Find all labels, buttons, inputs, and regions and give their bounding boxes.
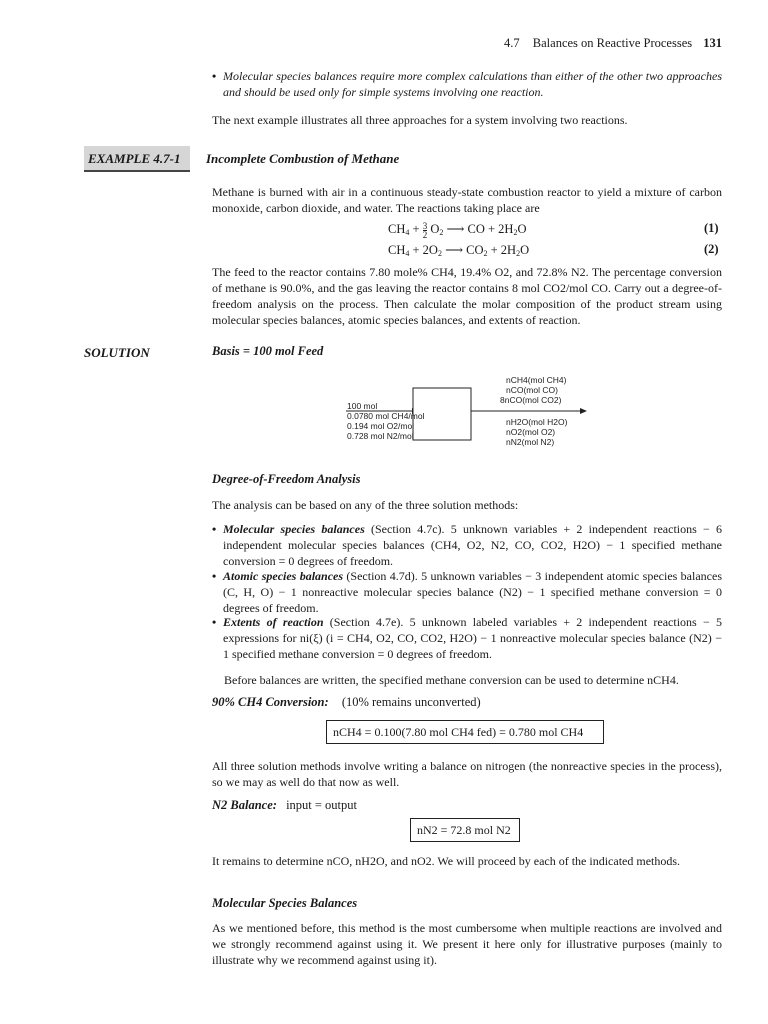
- bullet-dot-icon: •: [212, 615, 217, 629]
- molecular-paragraph: As we mentioned before, this method is the most cumbersome when multiple reactions are involved and we strongly recommend against using it. We present it here only for illustrative purposes (mainly to illustrate why we recommend against using it).: [212, 921, 722, 967]
- intro-next: The next example illustrates all three approaches for a system involving two reactions.: [212, 113, 628, 127]
- dof-item-molecular: [212, 521, 722, 569]
- example-statement: Methane is burned with air in a continuous steady-state combustion reactor to yield a mixture of carbon monoxide, carbon dioxide, and water. The reactions taking place are: [212, 185, 722, 215]
- boxed-n2-result: nN2 = 72.8 mol N2: [410, 818, 520, 842]
- intro-bullet-text: Molecular species balances require more complex calculations than either of the other two approaches and should be used only for simple systems involving one reaction.: [223, 69, 722, 99]
- bullet-dot-icon: •: [212, 569, 217, 583]
- product-line: nCH4(mol CH4): [506, 375, 567, 385]
- product-arrow-head: [580, 408, 587, 414]
- n2-balance-eq: input = output: [286, 798, 358, 812]
- dof-item-term: Molecular species balances: [223, 522, 365, 536]
- feed-paragraph: The feed to the reactor contains 7.80 mole% CH4, 19.4% O2, and 72.8% N2. The percentage conversion of methane is 90.0%, and the gas leaving the reactor contains 8 mol CO2/mol CO. Carry out a degree-of-freedom analysis on the process. Then calculate the molar composition of the product stream using molecular species balances, atomic species balances, and extents of reaction.: [212, 265, 722, 327]
- example-title: Incomplete Combustion of Methane: [206, 151, 400, 166]
- equation-1-number: (1): [704, 221, 719, 235]
- product-line: 8nCO(mol CO2): [500, 395, 562, 405]
- nitrogen-paragraph: All three solution methods involve writing a balance on nitrogen (the nonreactive species in the process), so we may as well do that now as well.: [212, 759, 722, 789]
- section-title: Balances on Reactive Processes: [532, 36, 693, 50]
- n2-balance-line: [212, 798, 357, 813]
- dof-before: Before balances are written, the specified methane conversion can be used to determine nCH4.: [224, 673, 679, 687]
- example-label: EXAMPLE 4.7-1: [84, 146, 190, 172]
- product-line: nCO(mol CO): [506, 385, 558, 395]
- product-labels-bottom: [506, 417, 567, 447]
- bullet-dot-icon: •: [212, 69, 217, 83]
- dof-item-text: [223, 521, 722, 569]
- feed-line: 0.194 mol O2/mol: [347, 421, 415, 431]
- product-line: nO2(mol O2): [506, 427, 556, 437]
- dof-item-text: [223, 568, 722, 616]
- conversion-note: (10% remains unconverted): [341, 695, 481, 709]
- conversion-heading: 90% CH4 Conversion:: [212, 695, 329, 709]
- feed-line: 0.0780 mol CH4/mol: [347, 411, 425, 421]
- section-number: 4.7: [504, 36, 520, 50]
- boxed-ch4-result: nCH4 = 0.100(7.80 mol CH4 fed) = 0.780 mol CH4: [326, 720, 604, 744]
- dof-heading: Degree-of-Freedom Analysis: [212, 472, 361, 486]
- page-header: [470, 36, 722, 51]
- n2-balance-heading: N2 Balance:: [212, 798, 277, 812]
- intro-bullet: [212, 68, 722, 100]
- dof-item-body: (Section 4.7d). 5 unknown variables − 3 independent atomic species balances (C, H, O) − 1 nonreactive molecular species balance (N2) − 1 specified methane conversion = 0 degrees of freedom.: [223, 569, 722, 615]
- product-line: nN2(mol N2): [506, 437, 555, 447]
- dof-item-body: (Section 4.7c). 5 unknown variables + 2 independent reactions − 6 independent molecular species balances (CH4, O2, N2, CO, CO2, H2O) − 1 specified methane conversion = 0 degrees of freedom.: [223, 522, 722, 568]
- feed-labels: [347, 401, 424, 441]
- bullet-dot-icon: •: [212, 522, 217, 536]
- molecular-heading: Molecular Species Balances: [212, 896, 358, 910]
- equation-2: $CH_4 + 2O_2$ ⟶ $CO_2 + 2H_2O$: [388, 243, 530, 258]
- dof-item-body: (Section 4.7e). 5 unknown labeled variables + 2 independent reactions − 5 expressions for ni(ξ) (i = CH4, O2, CO, CO2, H2O) − 1 nonreactive molecular species balance (N2) − 1 specified methane conversion = 0 degrees of freedom.: [223, 615, 722, 661]
- feed-line: 100 mol: [347, 401, 378, 411]
- dof-item-term: Extents of reaction: [223, 615, 324, 629]
- dof-item-term: Atomic species balances: [223, 569, 344, 583]
- page-number: 131: [703, 36, 722, 50]
- dof-item-text: [223, 614, 722, 662]
- basis: Basis = 100 mol Feed: [212, 344, 324, 358]
- dof-item-atomic: [212, 568, 722, 616]
- equation-1: $CH_4$ + $\frac{3}{2}$ $O_2$ ⟶ CO + $2H_2O$: [388, 220, 527, 240]
- conversion-line: [212, 695, 481, 710]
- remaining-paragraph: It remains to determine nCO, nH2O, and nO2. We will proceed by each of the indicated methods.: [212, 854, 681, 868]
- product-line: nH2O(mol H2O): [506, 417, 568, 427]
- dof-intro: The analysis can be based on any of the three solution methods:: [212, 498, 519, 512]
- product-labels-top: [500, 375, 566, 405]
- feed-line: 0.728 mol N2/mol: [347, 431, 414, 441]
- equation-2-number: (2): [704, 242, 719, 256]
- dof-item-extents: [212, 614, 722, 662]
- solution-label: SOLUTION: [84, 345, 150, 360]
